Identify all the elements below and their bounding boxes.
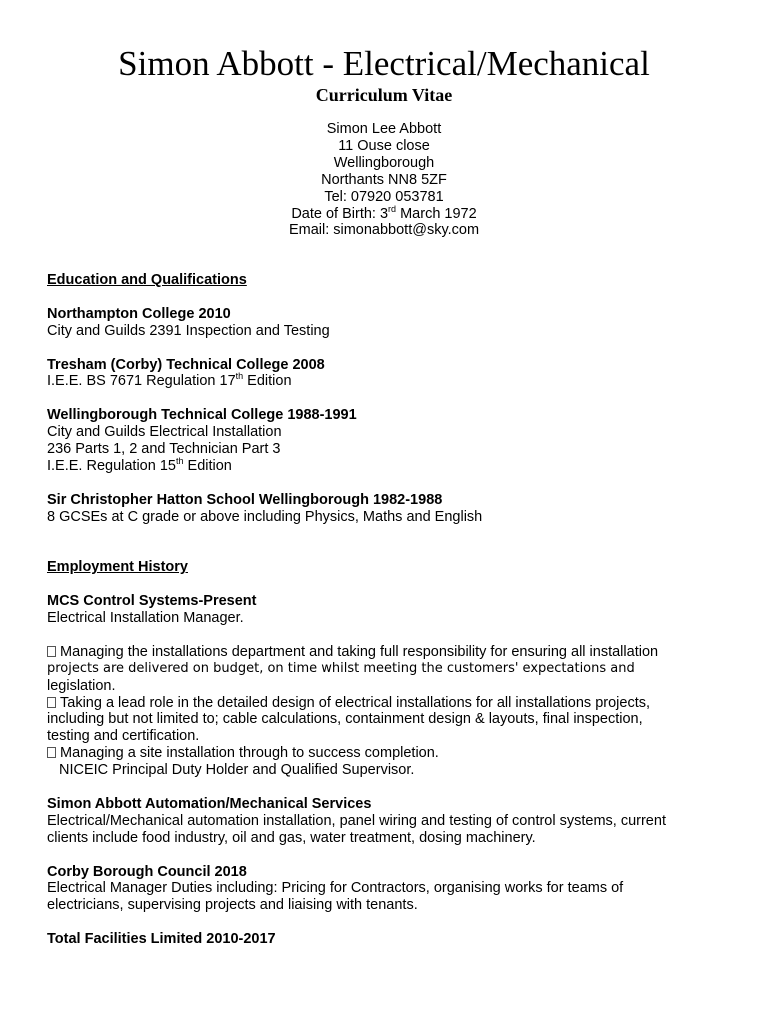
bullet-text: Managing a site installation through to success completion. xyxy=(60,745,439,762)
employment-bullet-line xyxy=(47,745,737,762)
contact-address-line3: Northants NN8 5ZF xyxy=(321,171,447,188)
contact-address-line2: Wellingborough xyxy=(333,154,435,171)
employment-entry-title: Corby Borough Council 2018 xyxy=(47,863,247,880)
bullet-box-icon xyxy=(47,646,56,657)
education-entry-line: City and Guilds Electrical Installation xyxy=(47,424,282,441)
bullet-text: Managing the installations department and taking full responsibility for ensuring all installation xyxy=(60,643,659,660)
cv-body xyxy=(47,272,737,948)
employment-bullet-line: NICEIC Principal Duty Holder and Qualified Supervisor. xyxy=(59,762,415,779)
employment-entry-line: clients include food industry, oil and gas, water treatment, dosing machinery. xyxy=(47,829,536,846)
text-fragment: Edition xyxy=(243,373,292,390)
education-entry-line xyxy=(47,458,737,475)
employment-bullet-line: projects are delivered on budget, on time whilst meeting the customers' expectations and xyxy=(47,660,635,676)
contact-telephone: Tel: 07920 053781 xyxy=(324,188,444,205)
employment-role: Electrical Installation Manager. xyxy=(47,610,244,627)
contact-email: Email: simonabbott@sky.com xyxy=(288,222,480,239)
employment-bullet-line: including but not limited to; cable calculations, containment design & layouts, final inspection, xyxy=(47,711,643,728)
document-title: Simon Abbott - Electrical/Mechanical xyxy=(118,44,650,83)
contact-block xyxy=(0,121,768,239)
education-entry-title: Northampton College 2010 xyxy=(47,305,231,322)
employment-entry-title: Total Facilities Limited 2010-2017 xyxy=(47,931,276,948)
contact-address-line1: 11 Ouse close xyxy=(338,137,430,154)
employment-bullet-line xyxy=(47,644,737,661)
text-fragment: Edition xyxy=(183,457,232,474)
text-fragment: I.E.E. BS 7671 Regulation 17 xyxy=(47,373,236,390)
dob-prefix: Date of Birth: 3 xyxy=(291,205,389,222)
education-entry-title: Tresham (Corby) Technical College 2008 xyxy=(47,356,325,373)
dob-ordinal: rd xyxy=(388,203,397,214)
bullet-box-icon xyxy=(47,747,56,758)
employment-bullet-line xyxy=(47,695,737,712)
contact-name: Simon Lee Abbott xyxy=(326,121,442,137)
employment-entry-title: Simon Abbott Automation/Mechanical Services xyxy=(47,795,372,812)
employment-heading: Employment History xyxy=(47,559,188,576)
ordinal-suffix: th xyxy=(175,456,184,467)
employment-entry-line: Electrical/Mechanical automation installation, panel wiring and testing of control systems, current xyxy=(47,812,666,829)
education-entry-line: 236 Parts 1, 2 and Technician Part 3 xyxy=(47,441,281,458)
education-entry-line xyxy=(47,373,737,390)
ordinal-suffix: th xyxy=(235,371,244,382)
bullet-box-icon xyxy=(47,697,56,708)
education-heading: Education and Qualifications xyxy=(47,272,247,288)
employment-entry-title: MCS Control Systems-Present xyxy=(47,593,257,610)
employment-bullet-line: testing and certification. xyxy=(47,728,200,745)
employment-bullet-line: legislation. xyxy=(47,677,116,694)
education-entry-title: Wellingborough Technical College 1988-1991 xyxy=(47,407,357,424)
document-subtitle: Curriculum Vitae xyxy=(315,85,453,105)
education-entry-title: Sir Christopher Hatton School Wellingborough 1982-1988 xyxy=(47,491,443,508)
text-fragment: I.E.E. Regulation 15 xyxy=(47,457,176,474)
education-entry-line: 8 GCSEs at C grade or above including Physics, Maths and English xyxy=(47,508,483,525)
employment-entry-line: electricians, supervising projects and liaising with tenants. xyxy=(47,897,418,914)
contact-date-of-birth xyxy=(0,203,768,223)
employment-entry-line: Electrical Manager Duties including: Pricing for Contractors, organising works for teams of xyxy=(47,880,624,897)
bullet-text: Taking a lead role in the detailed design of electrical installations for all installations projects, xyxy=(60,694,650,711)
dob-suffix: March 1972 xyxy=(396,205,477,222)
education-entry-line: City and Guilds 2391 Inspection and Testing xyxy=(47,322,330,339)
